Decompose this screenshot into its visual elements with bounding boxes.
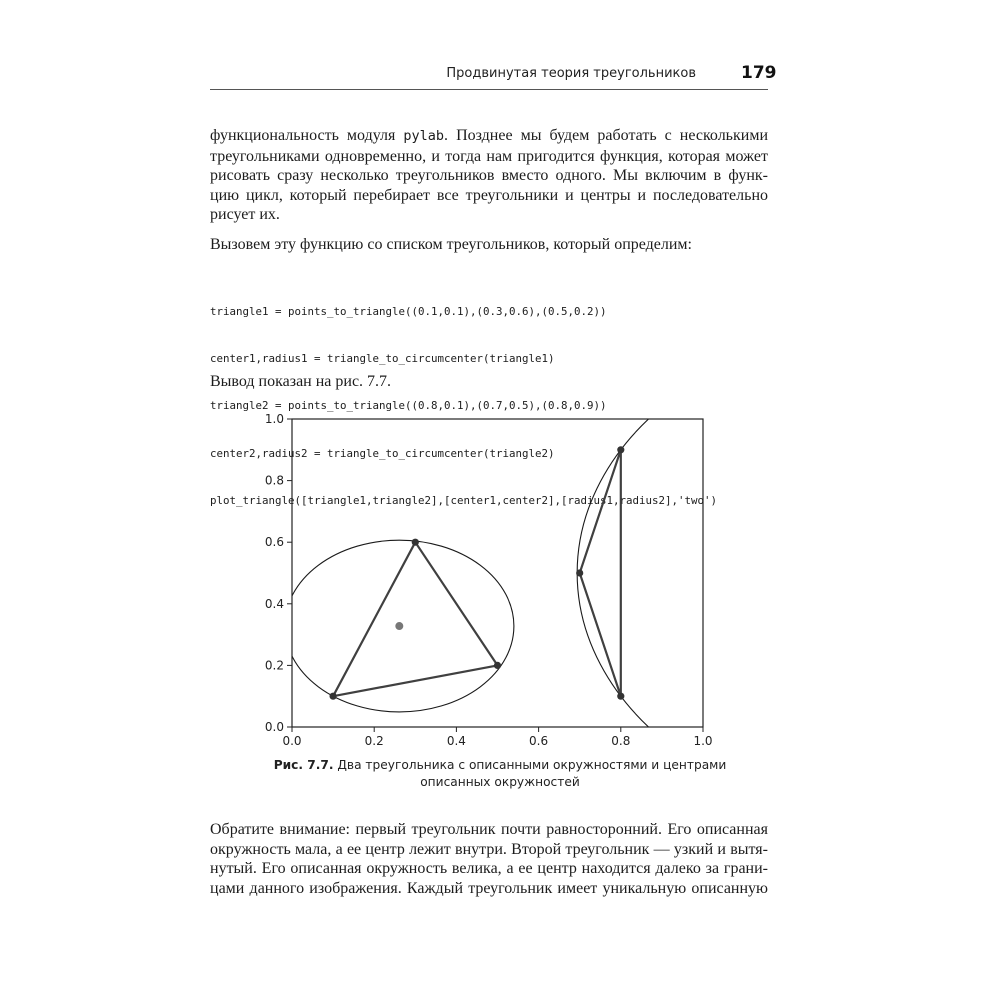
code-line: center1,radius1 = triangle_to_circumcenter(triangle1)	[210, 351, 555, 365]
intro-line: треугольниками одновременно, и тогда нам пригодится функция, которая может	[210, 147, 768, 165]
x-tick-label: 0.2	[364, 734, 384, 748]
caption-text: Два треугольника с описанными окружностями и центрами описанных окружностей	[333, 758, 727, 789]
intro-text: функциональность модуля	[210, 127, 404, 144]
triangle-1-vertex	[494, 662, 501, 669]
triangle-1-vertex	[412, 539, 419, 546]
y-tick-label: 1.0	[264, 412, 284, 426]
triangle-2-line	[580, 450, 621, 696]
closing-line: нутый. Его описанная окружность велика, а ее центр находится далеко за грани-	[210, 860, 768, 877]
intro-line: рисовать сразу несколько треугольников вместо одного. Мы включим в функ-	[210, 167, 768, 184]
y-tick-label: 0.6	[264, 535, 284, 550]
circumcenter-point	[395, 622, 403, 630]
y-tick-label: 0.0	[264, 720, 284, 734]
code-line: triangle2 = points_to_triangle((0.8,0.1),(0.7,0.5),(0.8,0.9))	[210, 399, 607, 413]
triangle-2-vertex	[617, 693, 624, 700]
code-line: plot_triangle([triangle1,triangle2],[center1,center2],[radius1,radius2],'two')	[210, 494, 718, 508]
x-tick-label: 0.6	[529, 734, 549, 748]
output-note: Вывод показан на рис. 7.7.	[210, 373, 392, 390]
closing-paragraph	[210, 820, 768, 898]
circumcircle-2	[577, 325, 1000, 822]
y-tick-label: 0.2	[264, 658, 284, 673]
y-tick-label: 0.4	[264, 596, 284, 611]
call-line: Вызовем эту функцию со списком треугольников, который определим:	[210, 236, 692, 253]
intro-line: цию цикл, который перебирает все треугольники и центры и последовательно	[210, 186, 768, 204]
running-header-title: Продвинутая теория треугольников	[446, 66, 696, 81]
triangle-1-vertex	[330, 693, 337, 700]
intro-line: рисует их.	[210, 206, 280, 223]
page-number: 179	[741, 63, 777, 83]
caption-label: Рис. 7.7.	[273, 758, 334, 772]
closing-line: цами данного изображения. Каждый треугольник имеет уникальную описанную	[210, 879, 768, 897]
y-tick-label: 0.8	[264, 473, 284, 488]
triangle-1-line	[333, 542, 497, 696]
triangle-2-vertex	[576, 569, 583, 576]
code-line: center2,radius2 = triangle_to_circumcenter(triangle2)	[210, 446, 555, 460]
closing-line: Обратите внимание: первый треугольник почти равносторонний. Его описанная	[210, 821, 768, 838]
x-tick-label: 0.8	[611, 734, 631, 748]
x-tick-label: 1.0	[693, 734, 713, 748]
intro-text: . Позднее мы будем работать с несколькими	[444, 127, 769, 144]
triangle-2-vertex	[617, 446, 624, 453]
closing-line: окружность мала, а ее центр лежит внутри. Второй треугольник — узкий и вытя-	[210, 840, 768, 858]
code-line: triangle1 = points_to_triangle((0.1,0.1),(0.3,0.6),(0.5,0.2))	[210, 304, 607, 318]
x-tick-label: 0.4	[446, 734, 466, 748]
inline-code-pylab: pylab	[403, 128, 445, 144]
plot-frame	[292, 419, 703, 727]
figure-caption	[268, 757, 732, 791]
x-tick-label: 0.0	[282, 734, 302, 748]
